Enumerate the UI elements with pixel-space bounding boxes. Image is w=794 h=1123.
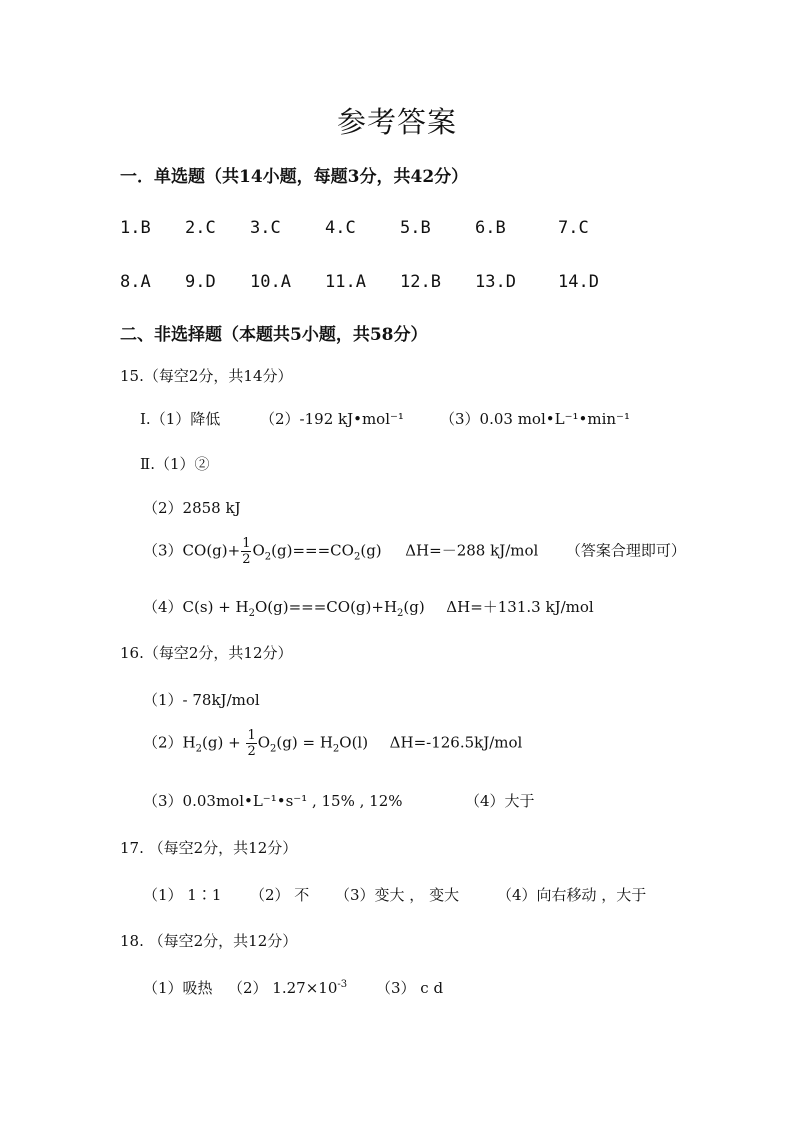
q15-header: 15.（每空2分，共14分）: [120, 367, 293, 385]
equation-text: （4）C(s) + H: [143, 598, 249, 616]
q16-part1: （1）- 78kJ/mol: [143, 691, 260, 709]
subscript: 2: [332, 743, 340, 755]
q16-part3: （3）0.03mol•L⁻¹•s⁻¹ , 15% , 12%: [143, 792, 403, 810]
q18-part2: [228, 977, 347, 998]
subscript: 2: [270, 743, 277, 755]
q16-part4: （4）大于: [465, 792, 535, 810]
answer-item: 13.D: [475, 272, 516, 292]
enthalpy-value: ΔH=-126.5kJ/mol: [389, 733, 523, 752]
enthalpy-value: ΔH=＋131.3 kJ/mol: [446, 598, 594, 616]
q15-I-1: Ⅰ.（1）降低: [140, 410, 221, 428]
q18-header: 18. （每空2分，共12分）: [120, 932, 298, 950]
answer-item: 14.D: [558, 272, 599, 292]
q15-part2: （2）2858 kJ: [143, 499, 241, 517]
fraction-numerator: 1: [242, 536, 251, 551]
equation-text: O: [252, 541, 265, 560]
answer-item: 12.B: [400, 272, 441, 292]
equation-text: (g) = H: [276, 733, 333, 752]
q17-part1: （1） 1∶1: [143, 886, 222, 904]
subscript: 2: [264, 551, 272, 563]
answer-item: 8.A: [120, 272, 151, 292]
q15-part4-equation: [143, 596, 594, 619]
superscript: -3: [337, 979, 348, 990]
equation-text: (g) +: [202, 733, 241, 752]
equation-text: (g)===CO: [271, 541, 354, 560]
subscript: 2: [248, 608, 255, 619]
q18-part1: （1）吸热: [143, 979, 213, 997]
answer-item: 2.C: [185, 218, 216, 238]
q18-part2-text: （2） 1.27×10: [228, 979, 338, 997]
equation-text: （3）CO(g)+: [143, 541, 241, 560]
q16-part2-equation: [143, 728, 522, 759]
equation-text: O(l): [339, 733, 369, 752]
answer-item: 1.B: [120, 218, 151, 238]
q17-header: 17. （每空2分，共12分）: [120, 839, 298, 857]
q15-II-1: Ⅱ.（1）②: [140, 455, 210, 473]
section1-heading: 一．单选题（共14小题，每题3分，共42分）: [120, 167, 469, 187]
answer-note: （答案合理即可）: [565, 541, 686, 560]
answer-item: 5.B: [400, 218, 431, 238]
q15-I-3: （3）0.03 mol•L⁻¹•min⁻¹: [440, 410, 630, 428]
answer-item: 4.C: [325, 218, 356, 238]
answer-item: 10.A: [250, 272, 291, 292]
subscript: 2: [353, 551, 361, 563]
enthalpy-value: ΔH=－288 kJ/mol: [405, 541, 539, 560]
fraction-denominator: 2: [242, 552, 251, 567]
fraction: [241, 536, 251, 567]
q17-part4: （4）向右移动 ，大于: [497, 886, 647, 904]
q15-part3-equation: [143, 536, 686, 567]
q15-I-2: （2）-192 kJ•mol⁻¹: [260, 410, 404, 428]
equation-text: (g): [403, 598, 425, 616]
q17-part2: （2） 不: [250, 886, 310, 904]
answer-item: 9.D: [185, 272, 216, 292]
q17-part3: （3）变大 ， 变大: [335, 886, 460, 904]
answer-item: 6.B: [475, 218, 506, 238]
answer-item: 11.A: [325, 272, 366, 292]
page-title: 参考答案: [336, 105, 457, 139]
equation-text: （2）H: [143, 733, 196, 752]
answer-item: 3.C: [250, 218, 281, 238]
fraction: [246, 728, 256, 759]
equation-text: O(g)===CO(g)+H: [254, 598, 398, 616]
subscript: 2: [195, 743, 202, 755]
fraction-numerator: 1: [247, 728, 256, 743]
equation-text: (g): [360, 541, 382, 560]
equation-text: O: [257, 733, 271, 752]
section2-heading: 二、非选择题（本题共5小题，共58分）: [120, 325, 428, 345]
q18-part3: （3） c d: [376, 979, 444, 997]
fraction-denominator: 2: [247, 744, 256, 759]
q16-header: 16.（每空2分，共12分）: [120, 644, 293, 662]
subscript: 2: [397, 608, 404, 619]
answer-item: 7.C: [558, 218, 589, 238]
